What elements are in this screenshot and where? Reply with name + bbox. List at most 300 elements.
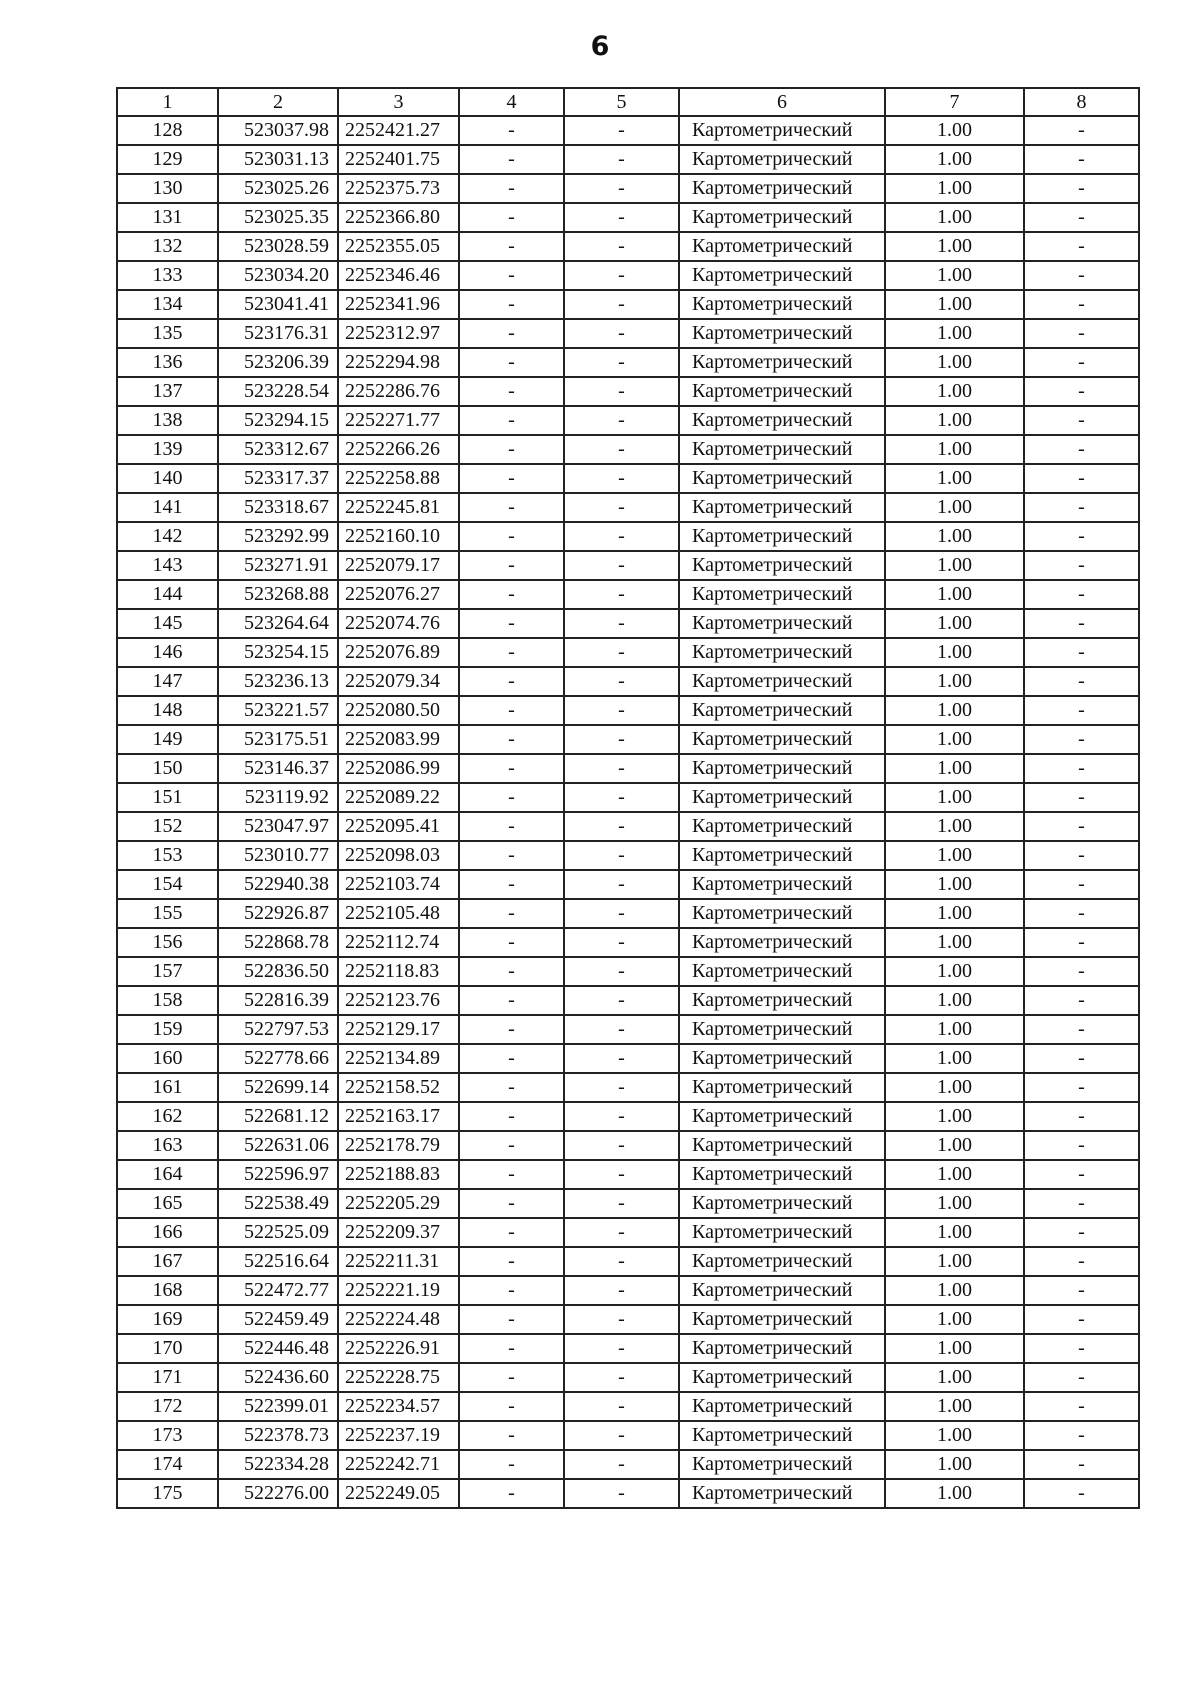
y-coordinate-cell: 2252341.96 xyxy=(338,290,459,319)
point-number-cell: 130 xyxy=(117,174,218,203)
x-coordinate-cell: 523264.64 xyxy=(218,609,338,638)
column-8-cell: - xyxy=(1024,232,1139,261)
accuracy-cell: 1.00 xyxy=(885,899,1024,928)
column-4-cell: - xyxy=(459,1450,564,1479)
x-coordinate-cell: 522681.12 xyxy=(218,1102,338,1131)
method-cell: Картометрический xyxy=(679,1102,885,1131)
table-row xyxy=(117,870,1139,899)
column-4-cell: - xyxy=(459,870,564,899)
point-number-cell: 157 xyxy=(117,957,218,986)
table-row xyxy=(117,783,1139,812)
column-5-cell: - xyxy=(564,261,679,290)
method-cell: Картометрический xyxy=(679,1479,885,1508)
column-8-cell: - xyxy=(1024,667,1139,696)
accuracy-cell: 1.00 xyxy=(885,725,1024,754)
column-5-cell: - xyxy=(564,493,679,522)
x-coordinate-cell: 523146.37 xyxy=(218,754,338,783)
column-header: 2 xyxy=(218,88,338,116)
table-row xyxy=(117,435,1139,464)
x-coordinate-cell: 523254.15 xyxy=(218,638,338,667)
point-number-cell: 172 xyxy=(117,1392,218,1421)
y-coordinate-cell: 2252076.27 xyxy=(338,580,459,609)
table-row xyxy=(117,290,1139,319)
column-5-cell: - xyxy=(564,377,679,406)
table-row xyxy=(117,957,1139,986)
point-number-cell: 137 xyxy=(117,377,218,406)
x-coordinate-cell: 523119.92 xyxy=(218,783,338,812)
accuracy-cell: 1.00 xyxy=(885,754,1024,783)
method-cell: Картометрический xyxy=(679,696,885,725)
column-5-cell: - xyxy=(564,1392,679,1421)
column-8-cell: - xyxy=(1024,464,1139,493)
method-cell: Картометрический xyxy=(679,435,885,464)
point-number-cell: 145 xyxy=(117,609,218,638)
column-8-cell: - xyxy=(1024,1305,1139,1334)
y-coordinate-cell: 2252129.17 xyxy=(338,1015,459,1044)
table-row xyxy=(117,1392,1139,1421)
column-5-cell: - xyxy=(564,609,679,638)
accuracy-cell: 1.00 xyxy=(885,290,1024,319)
column-5-cell: - xyxy=(564,145,679,174)
column-4-cell: - xyxy=(459,1247,564,1276)
point-number-cell: 173 xyxy=(117,1421,218,1450)
column-8-cell: - xyxy=(1024,203,1139,232)
method-cell: Картометрический xyxy=(679,580,885,609)
y-coordinate-cell: 2252205.29 xyxy=(338,1189,459,1218)
method-cell: Картометрический xyxy=(679,870,885,899)
method-cell: Картометрический xyxy=(679,812,885,841)
column-5-cell: - xyxy=(564,464,679,493)
x-coordinate-cell: 523206.39 xyxy=(218,348,338,377)
point-number-cell: 169 xyxy=(117,1305,218,1334)
table-row xyxy=(117,1044,1139,1073)
column-header: 1 xyxy=(117,88,218,116)
y-coordinate-cell: 2252401.75 xyxy=(338,145,459,174)
method-cell: Картометрический xyxy=(679,1044,885,1073)
accuracy-cell: 1.00 xyxy=(885,551,1024,580)
accuracy-cell: 1.00 xyxy=(885,1102,1024,1131)
column-5-cell: - xyxy=(564,667,679,696)
accuracy-cell: 1.00 xyxy=(885,1363,1024,1392)
column-4-cell: - xyxy=(459,1102,564,1131)
column-8-cell: - xyxy=(1024,377,1139,406)
column-5-cell: - xyxy=(564,841,679,870)
column-5-cell: - xyxy=(564,1363,679,1392)
x-coordinate-cell: 523025.35 xyxy=(218,203,338,232)
y-coordinate-cell: 2252160.10 xyxy=(338,522,459,551)
x-coordinate-cell: 523010.77 xyxy=(218,841,338,870)
accuracy-cell: 1.00 xyxy=(885,986,1024,1015)
column-header: 5 xyxy=(564,88,679,116)
accuracy-cell: 1.00 xyxy=(885,1479,1024,1508)
table-row xyxy=(117,348,1139,377)
column-8-cell: - xyxy=(1024,1160,1139,1189)
x-coordinate-cell: 523236.13 xyxy=(218,667,338,696)
accuracy-cell: 1.00 xyxy=(885,435,1024,464)
y-coordinate-cell: 2252163.17 xyxy=(338,1102,459,1131)
method-cell: Картометрический xyxy=(679,725,885,754)
accuracy-cell: 1.00 xyxy=(885,145,1024,174)
accuracy-cell: 1.00 xyxy=(885,522,1024,551)
column-8-cell: - xyxy=(1024,145,1139,174)
column-4-cell: - xyxy=(459,1334,564,1363)
table-row xyxy=(117,580,1139,609)
table-row xyxy=(117,116,1139,145)
x-coordinate-cell: 522446.48 xyxy=(218,1334,338,1363)
method-cell: Картометрический xyxy=(679,1073,885,1102)
point-number-cell: 150 xyxy=(117,754,218,783)
table-row xyxy=(117,522,1139,551)
column-5-cell: - xyxy=(564,1189,679,1218)
column-4-cell: - xyxy=(459,174,564,203)
accuracy-cell: 1.00 xyxy=(885,609,1024,638)
y-coordinate-cell: 2252074.76 xyxy=(338,609,459,638)
point-number-cell: 165 xyxy=(117,1189,218,1218)
y-coordinate-cell: 2252294.98 xyxy=(338,348,459,377)
column-4-cell: - xyxy=(459,1160,564,1189)
x-coordinate-cell: 522816.39 xyxy=(218,986,338,1015)
method-cell: Картометрический xyxy=(679,551,885,580)
method-cell: Картометрический xyxy=(679,899,885,928)
method-cell: Картометрический xyxy=(679,638,885,667)
x-coordinate-cell: 522631.06 xyxy=(218,1131,338,1160)
x-coordinate-cell: 522525.09 xyxy=(218,1218,338,1247)
x-coordinate-cell: 523028.59 xyxy=(218,232,338,261)
table-row xyxy=(117,754,1139,783)
x-coordinate-cell: 522940.38 xyxy=(218,870,338,899)
column-8-cell: - xyxy=(1024,957,1139,986)
column-8-cell: - xyxy=(1024,1131,1139,1160)
column-8-cell: - xyxy=(1024,870,1139,899)
column-8-cell: - xyxy=(1024,1102,1139,1131)
point-number-cell: 133 xyxy=(117,261,218,290)
y-coordinate-cell: 2252112.74 xyxy=(338,928,459,957)
x-coordinate-cell: 523041.41 xyxy=(218,290,338,319)
point-number-cell: 163 xyxy=(117,1131,218,1160)
point-number-cell: 166 xyxy=(117,1218,218,1247)
method-cell: Картометрический xyxy=(679,1247,885,1276)
x-coordinate-cell: 523228.54 xyxy=(218,377,338,406)
point-number-cell: 129 xyxy=(117,145,218,174)
column-8-cell: - xyxy=(1024,1363,1139,1392)
column-4-cell: - xyxy=(459,348,564,377)
y-coordinate-cell: 2252178.79 xyxy=(338,1131,459,1160)
accuracy-cell: 1.00 xyxy=(885,261,1024,290)
y-coordinate-cell: 2252158.52 xyxy=(338,1073,459,1102)
x-coordinate-cell: 523271.91 xyxy=(218,551,338,580)
column-4-cell: - xyxy=(459,116,564,145)
x-coordinate-cell: 522459.49 xyxy=(218,1305,338,1334)
column-header: 7 xyxy=(885,88,1024,116)
column-8-cell: - xyxy=(1024,406,1139,435)
column-5-cell: - xyxy=(564,1073,679,1102)
x-coordinate-cell: 523318.67 xyxy=(218,493,338,522)
accuracy-cell: 1.00 xyxy=(885,1015,1024,1044)
method-cell: Картометрический xyxy=(679,1392,885,1421)
point-number-cell: 161 xyxy=(117,1073,218,1102)
column-4-cell: - xyxy=(459,783,564,812)
column-5-cell: - xyxy=(564,696,679,725)
column-8-cell: - xyxy=(1024,986,1139,1015)
method-cell: Картометрический xyxy=(679,522,885,551)
column-header: 8 xyxy=(1024,88,1139,116)
method-cell: Картометрический xyxy=(679,1450,885,1479)
column-4-cell: - xyxy=(459,580,564,609)
column-5-cell: - xyxy=(564,1421,679,1450)
method-cell: Картометрический xyxy=(679,406,885,435)
point-number-cell: 147 xyxy=(117,667,218,696)
column-5-cell: - xyxy=(564,725,679,754)
column-8-cell: - xyxy=(1024,493,1139,522)
column-5-cell: - xyxy=(564,203,679,232)
x-coordinate-cell: 522276.00 xyxy=(218,1479,338,1508)
column-5-cell: - xyxy=(564,1218,679,1247)
x-coordinate-cell: 522378.73 xyxy=(218,1421,338,1450)
y-coordinate-cell: 2252095.41 xyxy=(338,812,459,841)
accuracy-cell: 1.00 xyxy=(885,1160,1024,1189)
y-coordinate-cell: 2252224.48 xyxy=(338,1305,459,1334)
column-8-cell: - xyxy=(1024,928,1139,957)
column-8-cell: - xyxy=(1024,899,1139,928)
accuracy-cell: 1.00 xyxy=(885,1189,1024,1218)
y-coordinate-cell: 2252098.03 xyxy=(338,841,459,870)
accuracy-cell: 1.00 xyxy=(885,232,1024,261)
x-coordinate-cell: 522538.49 xyxy=(218,1189,338,1218)
x-coordinate-cell: 522516.64 xyxy=(218,1247,338,1276)
y-coordinate-cell: 2252226.91 xyxy=(338,1334,459,1363)
accuracy-cell: 1.00 xyxy=(885,319,1024,348)
column-4-cell: - xyxy=(459,406,564,435)
column-5-cell: - xyxy=(564,1450,679,1479)
y-coordinate-cell: 2252312.97 xyxy=(338,319,459,348)
column-4-cell: - xyxy=(459,145,564,174)
point-number-cell: 138 xyxy=(117,406,218,435)
column-4-cell: - xyxy=(459,232,564,261)
method-cell: Картометрический xyxy=(679,986,885,1015)
column-5-cell: - xyxy=(564,319,679,348)
method-cell: Картометрический xyxy=(679,174,885,203)
column-8-cell: - xyxy=(1024,1392,1139,1421)
accuracy-cell: 1.00 xyxy=(885,1421,1024,1450)
point-number-cell: 158 xyxy=(117,986,218,1015)
column-4-cell: - xyxy=(459,696,564,725)
column-4-cell: - xyxy=(459,1131,564,1160)
column-5-cell: - xyxy=(564,522,679,551)
column-5-cell: - xyxy=(564,1276,679,1305)
point-number-cell: 156 xyxy=(117,928,218,957)
table-header-row xyxy=(117,88,1139,116)
column-8-cell: - xyxy=(1024,1334,1139,1363)
column-8-cell: - xyxy=(1024,754,1139,783)
y-coordinate-cell: 2252123.76 xyxy=(338,986,459,1015)
table-row xyxy=(117,1363,1139,1392)
point-number-cell: 143 xyxy=(117,551,218,580)
table-row xyxy=(117,1189,1139,1218)
column-5-cell: - xyxy=(564,1102,679,1131)
x-coordinate-cell: 523317.37 xyxy=(218,464,338,493)
point-number-cell: 135 xyxy=(117,319,218,348)
x-coordinate-cell: 522399.01 xyxy=(218,1392,338,1421)
column-5-cell: - xyxy=(564,957,679,986)
table-row xyxy=(117,1305,1139,1334)
method-cell: Картометрический xyxy=(679,493,885,522)
table-row xyxy=(117,638,1139,667)
y-coordinate-cell: 2252079.17 xyxy=(338,551,459,580)
method-cell: Картометрический xyxy=(679,261,885,290)
method-cell: Картометрический xyxy=(679,1334,885,1363)
x-coordinate-cell: 522778.66 xyxy=(218,1044,338,1073)
column-8-cell: - xyxy=(1024,1479,1139,1508)
table-row xyxy=(117,319,1139,348)
method-cell: Картометрический xyxy=(679,1160,885,1189)
point-number-cell: 146 xyxy=(117,638,218,667)
table-row xyxy=(117,1073,1139,1102)
y-coordinate-cell: 2252134.89 xyxy=(338,1044,459,1073)
table-row xyxy=(117,174,1139,203)
method-cell: Картометрический xyxy=(679,1305,885,1334)
column-8-cell: - xyxy=(1024,1015,1139,1044)
column-4-cell: - xyxy=(459,609,564,638)
column-8-cell: - xyxy=(1024,551,1139,580)
x-coordinate-cell: 522926.87 xyxy=(218,899,338,928)
table-row xyxy=(117,609,1139,638)
column-8-cell: - xyxy=(1024,841,1139,870)
point-number-cell: 144 xyxy=(117,580,218,609)
column-8-cell: - xyxy=(1024,1421,1139,1450)
column-5-cell: - xyxy=(564,1044,679,1073)
table-row xyxy=(117,464,1139,493)
y-coordinate-cell: 2252209.37 xyxy=(338,1218,459,1247)
accuracy-cell: 1.00 xyxy=(885,1247,1024,1276)
column-8-cell: - xyxy=(1024,1218,1139,1247)
column-5-cell: - xyxy=(564,899,679,928)
accuracy-cell: 1.00 xyxy=(885,348,1024,377)
point-number-cell: 139 xyxy=(117,435,218,464)
y-coordinate-cell: 2252237.19 xyxy=(338,1421,459,1450)
accuracy-cell: 1.00 xyxy=(885,493,1024,522)
column-5-cell: - xyxy=(564,638,679,667)
coordinates-table xyxy=(116,87,1140,1509)
method-cell: Картометрический xyxy=(679,1363,885,1392)
column-4-cell: - xyxy=(459,1015,564,1044)
accuracy-cell: 1.00 xyxy=(885,638,1024,667)
column-4-cell: - xyxy=(459,319,564,348)
point-number-cell: 171 xyxy=(117,1363,218,1392)
x-coordinate-cell: 522797.53 xyxy=(218,1015,338,1044)
column-4-cell: - xyxy=(459,435,564,464)
column-5-cell: - xyxy=(564,406,679,435)
accuracy-cell: 1.00 xyxy=(885,1305,1024,1334)
column-8-cell: - xyxy=(1024,174,1139,203)
table-row xyxy=(117,1479,1139,1508)
y-coordinate-cell: 2252076.89 xyxy=(338,638,459,667)
column-8-cell: - xyxy=(1024,1276,1139,1305)
accuracy-cell: 1.00 xyxy=(885,464,1024,493)
column-4-cell: - xyxy=(459,551,564,580)
point-number-cell: 170 xyxy=(117,1334,218,1363)
y-coordinate-cell: 2252105.48 xyxy=(338,899,459,928)
point-number-cell: 159 xyxy=(117,1015,218,1044)
point-number-cell: 155 xyxy=(117,899,218,928)
accuracy-cell: 1.00 xyxy=(885,696,1024,725)
point-number-cell: 167 xyxy=(117,1247,218,1276)
method-cell: Картометрический xyxy=(679,464,885,493)
column-header: 4 xyxy=(459,88,564,116)
point-number-cell: 168 xyxy=(117,1276,218,1305)
point-number-cell: 142 xyxy=(117,522,218,551)
method-cell: Картометрический xyxy=(679,928,885,957)
y-coordinate-cell: 2252242.71 xyxy=(338,1450,459,1479)
x-coordinate-cell: 522472.77 xyxy=(218,1276,338,1305)
method-cell: Картометрический xyxy=(679,1276,885,1305)
y-coordinate-cell: 2252249.05 xyxy=(338,1479,459,1508)
table-row xyxy=(117,928,1139,957)
column-8-cell: - xyxy=(1024,783,1139,812)
table-row xyxy=(117,493,1139,522)
column-5-cell: - xyxy=(564,580,679,609)
method-cell: Картометрический xyxy=(679,377,885,406)
column-4-cell: - xyxy=(459,725,564,754)
column-8-cell: - xyxy=(1024,1189,1139,1218)
column-8-cell: - xyxy=(1024,348,1139,377)
column-8-cell: - xyxy=(1024,435,1139,464)
column-8-cell: - xyxy=(1024,1247,1139,1276)
accuracy-cell: 1.00 xyxy=(885,812,1024,841)
point-number-cell: 154 xyxy=(117,870,218,899)
table-row xyxy=(117,551,1139,580)
method-cell: Картометрический xyxy=(679,957,885,986)
table-row xyxy=(117,377,1139,406)
column-4-cell: - xyxy=(459,667,564,696)
method-cell: Картометрический xyxy=(679,1189,885,1218)
column-4-cell: - xyxy=(459,1218,564,1247)
accuracy-cell: 1.00 xyxy=(885,580,1024,609)
y-coordinate-cell: 2252366.80 xyxy=(338,203,459,232)
column-4-cell: - xyxy=(459,290,564,319)
table-row xyxy=(117,1015,1139,1044)
x-coordinate-cell: 523025.26 xyxy=(218,174,338,203)
method-cell: Картометрический xyxy=(679,348,885,377)
accuracy-cell: 1.00 xyxy=(885,841,1024,870)
table-row xyxy=(117,1102,1139,1131)
column-8-cell: - xyxy=(1024,522,1139,551)
table-row xyxy=(117,667,1139,696)
column-4-cell: - xyxy=(459,1073,564,1102)
column-5-cell: - xyxy=(564,116,679,145)
y-coordinate-cell: 2252234.57 xyxy=(338,1392,459,1421)
column-5-cell: - xyxy=(564,1334,679,1363)
y-coordinate-cell: 2252211.31 xyxy=(338,1247,459,1276)
method-cell: Картометрический xyxy=(679,116,885,145)
y-coordinate-cell: 2252079.34 xyxy=(338,667,459,696)
point-number-cell: 140 xyxy=(117,464,218,493)
accuracy-cell: 1.00 xyxy=(885,1334,1024,1363)
accuracy-cell: 1.00 xyxy=(885,116,1024,145)
x-coordinate-cell: 523176.31 xyxy=(218,319,338,348)
column-5-cell: - xyxy=(564,754,679,783)
column-4-cell: - xyxy=(459,261,564,290)
y-coordinate-cell: 2252271.77 xyxy=(338,406,459,435)
table-row xyxy=(117,406,1139,435)
table-row xyxy=(117,841,1139,870)
column-4-cell: - xyxy=(459,203,564,232)
method-cell: Картометрический xyxy=(679,319,885,348)
point-number-cell: 128 xyxy=(117,116,218,145)
y-coordinate-cell: 2252228.75 xyxy=(338,1363,459,1392)
method-cell: Картометрический xyxy=(679,232,885,261)
accuracy-cell: 1.00 xyxy=(885,957,1024,986)
column-4-cell: - xyxy=(459,493,564,522)
